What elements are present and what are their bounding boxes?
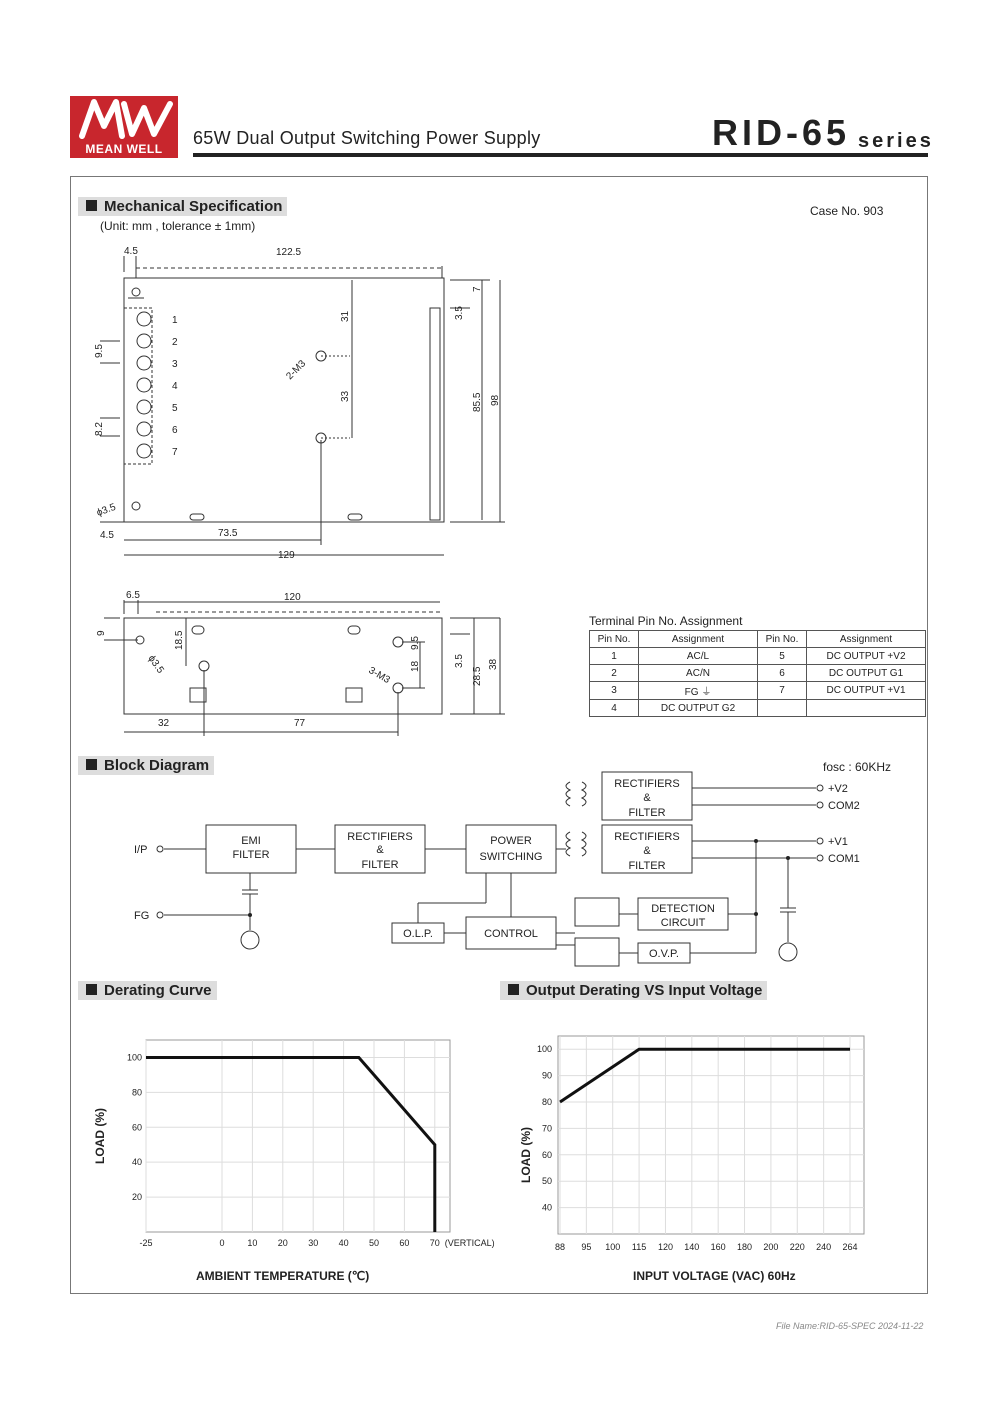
svg-text:6.5: 6.5 — [126, 590, 140, 601]
svg-text:COM2: COM2 — [828, 800, 860, 812]
derating-section-title: Derating Curve — [78, 981, 217, 1000]
svg-text:85.5: 85.5 — [472, 392, 483, 412]
table-cell: 3 — [590, 682, 639, 700]
x-tick-label: 70 — [429, 1238, 440, 1248]
table-cell: 6 — [758, 665, 807, 682]
table-row — [590, 648, 926, 665]
table-cell — [807, 700, 926, 717]
block-diagram-section-title: Block Diagram — [78, 756, 214, 775]
side-view-drawing — [80, 586, 510, 736]
x-tick-label: 180 — [737, 1242, 753, 1252]
svg-text:ϕ3.5: ϕ3.5 — [145, 653, 166, 676]
svg-text:28.5: 28.5 — [472, 666, 483, 686]
top-view-drawing — [80, 240, 530, 570]
table-cell: DC OUTPUT +V1 — [807, 682, 926, 700]
y-tick-label: 90 — [541, 1070, 552, 1081]
x-tick-label: 264 — [842, 1242, 858, 1252]
terminal-screws — [137, 312, 151, 458]
oscillation-frequency: fosc : 60KHz — [823, 760, 892, 774]
table-cell: 4 — [590, 700, 639, 717]
svg-text:SWITCHING: SWITCHING — [479, 851, 543, 863]
svg-text:&: & — [643, 845, 651, 857]
y-tick-label: 20 — [131, 1192, 142, 1203]
svg-text:CONTROL: CONTROL — [484, 928, 538, 940]
svg-text:73.5: 73.5 — [218, 528, 238, 539]
y-tick-label: 60 — [131, 1122, 142, 1133]
svg-text:+V1: +V1 — [828, 836, 848, 848]
svg-text:&: & — [376, 844, 384, 856]
svg-text:33: 33 — [340, 390, 351, 402]
x-tick-label: 240 — [816, 1242, 832, 1252]
svg-text:4.5: 4.5 — [124, 246, 138, 257]
model-name: RID-65 — [712, 112, 851, 153]
input-label: I/P — [134, 844, 148, 856]
header-rule — [193, 153, 928, 157]
svg-text:EMI: EMI — [241, 835, 261, 847]
derating-curve-chart — [80, 1020, 500, 1290]
y-axis-label: LOAD (%) — [519, 1127, 533, 1183]
table-cell: 7 — [758, 682, 807, 700]
svg-text:77: 77 — [294, 718, 306, 729]
svg-text:32: 32 — [158, 718, 170, 729]
table-cell: AC/N — [639, 665, 758, 682]
x-tick-label: 220 — [789, 1242, 805, 1252]
svg-text:CIRCUIT: CIRCUIT — [660, 917, 706, 929]
table-cell: 2 — [590, 665, 639, 682]
svg-text:7: 7 — [472, 286, 483, 292]
series-label: series — [858, 130, 934, 152]
svg-text:120: 120 — [284, 592, 301, 603]
svg-text:1: 1 — [172, 315, 178, 326]
svg-text:&: & — [643, 792, 651, 804]
y-tick-label: 100 — [126, 1052, 142, 1063]
svg-text:FILTER: FILTER — [628, 807, 666, 819]
y-tick-label: 40 — [131, 1157, 142, 1168]
y-tick-label: 80 — [131, 1087, 142, 1098]
unit-note: (Unit: mm , tolerance ± 1mm) — [100, 219, 256, 233]
svg-text:2-M3: 2-M3 — [284, 358, 309, 383]
svg-text:2: 2 — [172, 337, 178, 348]
y-tick-label: 70 — [541, 1123, 552, 1134]
mw-logo-mark — [70, 96, 178, 140]
y-tick-label: 50 — [541, 1176, 552, 1187]
svg-text:18: 18 — [410, 660, 421, 672]
ground-icon: ⏚ — [701, 687, 712, 698]
x-axis-label: INPUT VOLTAGE (VAC) 60Hz — [633, 1269, 796, 1283]
table-header: Pin No. — [758, 631, 807, 648]
table-cell: DC OUTPUT G2 — [639, 700, 758, 717]
svg-text:9: 9 — [96, 630, 107, 636]
table-header-row — [590, 631, 926, 648]
table-cell: DC OUTPUT G1 — [807, 665, 926, 682]
x-tick-label: 115 — [631, 1242, 647, 1252]
mean-well-logo — [70, 96, 178, 158]
block-diagram — [120, 770, 900, 980]
svg-text:18.5: 18.5 — [174, 630, 185, 650]
svg-text:8.2: 8.2 — [94, 422, 105, 436]
x-tick-label: 50 — [368, 1238, 380, 1248]
table-header: Pin No. — [590, 631, 639, 648]
input-derating-chart — [510, 1020, 910, 1290]
y-tick-label: 40 — [541, 1202, 552, 1213]
fg-label: FG — [134, 910, 150, 922]
svg-text:129: 129 — [278, 550, 295, 561]
table-cell — [758, 700, 807, 717]
x-tick-label: 60 — [399, 1238, 410, 1248]
table-cell: AC/L — [639, 648, 758, 665]
input-derating-section-title: Output Derating VS Input Voltage — [500, 981, 767, 1000]
x-tick-label: 10 — [247, 1238, 258, 1248]
terminal-table-caption: Terminal Pin No. Assignment — [589, 614, 743, 628]
x-tick-label: 88 — [554, 1242, 566, 1252]
x-tick-label: 100 — [605, 1242, 621, 1252]
y-tick-label: 100 — [536, 1044, 552, 1055]
svg-text:+V2: +V2 — [828, 783, 848, 795]
case-number: Case No. 903 — [810, 204, 884, 218]
svg-text:FILTER: FILTER — [232, 849, 270, 861]
svg-text:4: 4 — [172, 381, 178, 392]
table-header: Assignment — [639, 631, 758, 648]
table-cell: 1 — [590, 648, 639, 665]
svg-text:6: 6 — [172, 425, 178, 436]
table-header: Assignment — [807, 631, 926, 648]
terminal-pin-table — [589, 630, 926, 717]
svg-text:38: 38 — [488, 658, 499, 670]
svg-text:O.V.P.: O.V.P. — [649, 948, 679, 960]
svg-text:RECTIFIERS: RECTIFIERS — [614, 778, 680, 790]
svg-text:RECTIFIERS: RECTIFIERS — [347, 831, 413, 843]
table-cell: FG ⏚ — [639, 682, 758, 700]
svg-text:ϕ3.5: ϕ3.5 — [95, 501, 118, 519]
svg-text:4.5: 4.5 — [100, 530, 114, 541]
svg-text:7: 7 — [172, 447, 178, 458]
document-subtitle: 65W Dual Output Switching Power Supply — [193, 128, 541, 148]
x-tick-label: 120 — [657, 1242, 673, 1252]
svg-text:122.5: 122.5 — [276, 247, 302, 258]
svg-text:9.5: 9.5 — [94, 344, 105, 358]
svg-text:FILTER: FILTER — [361, 859, 399, 871]
x-tick-label: 140 — [684, 1242, 700, 1252]
table-row — [590, 665, 926, 682]
y-tick-label: 80 — [541, 1097, 552, 1107]
svg-text:DETECTION: DETECTION — [651, 903, 715, 915]
x-tick-label: 160 — [710, 1242, 726, 1252]
svg-text:9.5: 9.5 — [410, 636, 421, 650]
svg-text:POWER: POWER — [490, 835, 532, 847]
svg-text:FILTER: FILTER — [628, 860, 666, 872]
table-cell: 5 — [758, 648, 807, 665]
svg-text:5: 5 — [172, 403, 178, 414]
x-tick-label: 200 — [763, 1242, 779, 1252]
terminal-numbers — [172, 315, 178, 458]
svg-text:3.5: 3.5 — [454, 654, 465, 668]
x-axis-label: AMBIENT TEMPERATURE (℃) — [196, 1269, 370, 1283]
plot-frame — [558, 1036, 864, 1234]
table-row — [590, 700, 926, 717]
svg-text:COM1: COM1 — [828, 853, 860, 865]
brand-name: MEAN WELL — [85, 142, 163, 156]
svg-text:RECTIFIERS: RECTIFIERS — [614, 831, 680, 843]
svg-text:3.5: 3.5 — [454, 306, 465, 320]
svg-text:3-M3: 3-M3 — [366, 665, 392, 686]
table-cell: DC OUTPUT +V2 — [807, 648, 926, 665]
file-footer: File Name:RID-65-SPEC 2024-11-22 — [776, 1321, 924, 1331]
svg-text:O.L.P.: O.L.P. — [403, 928, 433, 940]
mechanical-section-title: Mechanical Specification — [78, 197, 287, 216]
x-tick-label: 20 — [277, 1238, 288, 1248]
x-tick-label: 30 — [308, 1238, 319, 1248]
vertical-note: (VERTICAL) — [444, 1238, 495, 1248]
x-tick-label: 40 — [338, 1238, 349, 1248]
x-tick-label: 0 — [219, 1238, 225, 1248]
side-view-dimension-labels — [96, 590, 499, 729]
svg-text:31: 31 — [340, 310, 351, 322]
y-axis-label: LOAD (%) — [93, 1108, 107, 1164]
table-row — [590, 682, 926, 700]
svg-text:98: 98 — [490, 394, 501, 406]
x-tick-label: 95 — [581, 1242, 592, 1252]
x-tick-label: -25 — [139, 1238, 153, 1248]
y-tick-label: 60 — [541, 1149, 552, 1160]
power-switching-block — [466, 825, 556, 873]
svg-text:3: 3 — [172, 359, 178, 370]
derating-series-line — [146, 1057, 435, 1232]
